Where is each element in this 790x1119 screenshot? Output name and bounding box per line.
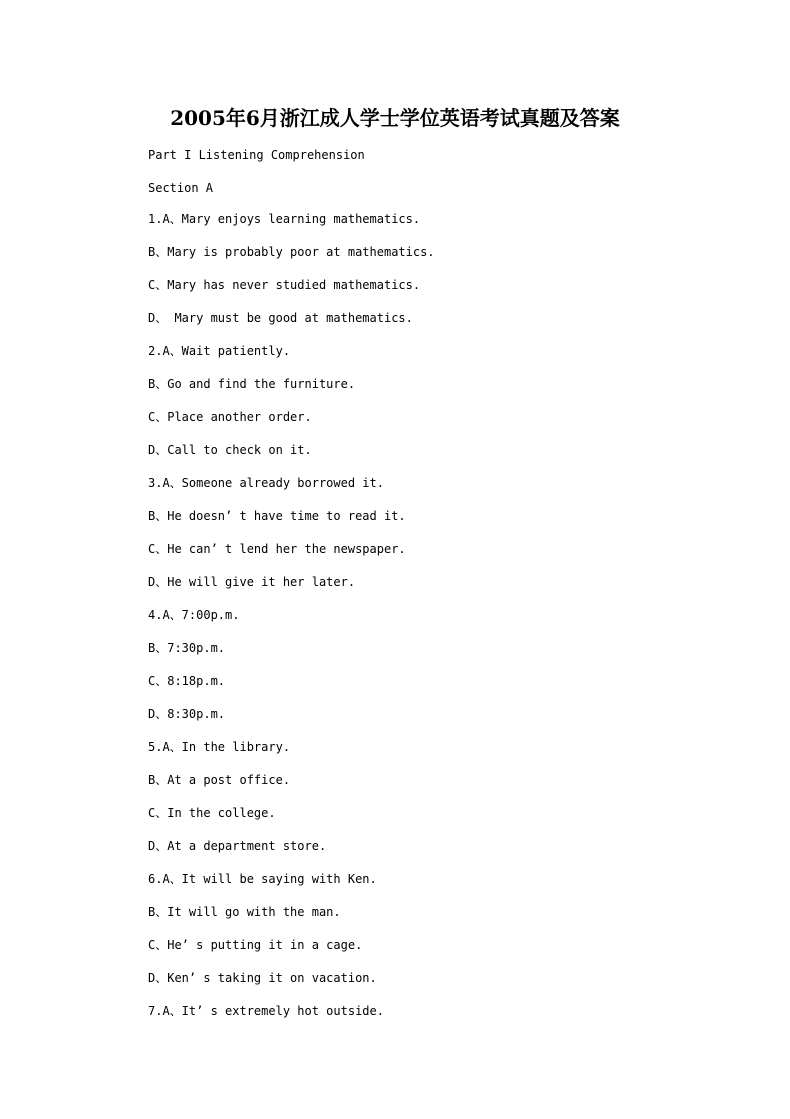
question-2-option-a: 2.A、Wait patiently. (148, 344, 291, 358)
question-3-option-c: C、He can’ t lend her the newspaper. (148, 542, 406, 556)
section-heading: Section A (148, 181, 214, 195)
question-2-option-b: B、Go and find the furniture. (148, 377, 356, 391)
question-3-option-d: D、He will give it her later. (148, 575, 356, 589)
question-5-option-b: B、At a post office. (148, 773, 291, 787)
question-5-option-c: C、In the college. (148, 806, 276, 820)
question-4-option-b: B、7:30p.m. (148, 641, 226, 655)
question-6-option-c: C、He’ s putting it in a cage. (148, 938, 363, 952)
question-7-option-a: 7.A、It’ s extremely hot outside. (148, 1004, 384, 1018)
question-2-option-d: D、Call to check on it. (148, 443, 312, 457)
question-1-option-c: C、Mary has never studied mathematics. (148, 278, 421, 292)
question-1-option-d: D、 Mary must be good at mathematics. (148, 311, 413, 325)
question-1-option-b: B、Mary is probably poor at mathematics. (148, 245, 435, 259)
document-title: 2005年6月浙江成人学士学位英语考试真题及答案 (170, 106, 620, 130)
question-3-option-b: B、He doesn’ t have time to read it. (148, 509, 406, 523)
part-heading: Part I Listening Comprehension (148, 148, 365, 162)
question-4-option-a: 4.A、7:00p.m. (148, 608, 240, 622)
question-2-option-c: C、Place another order. (148, 410, 312, 424)
question-4-option-c: C、8:18p.m. (148, 674, 226, 688)
question-5-option-a: 5.A、In the library. (148, 740, 291, 754)
question-4-option-d: D、8:30p.m. (148, 707, 226, 721)
question-6-option-b: B、It will go with the man. (148, 905, 341, 919)
question-3-option-a: 3.A、Someone already borrowed it. (148, 476, 384, 490)
question-6-option-a: 6.A、It will be saying with Ken. (148, 872, 377, 886)
question-6-option-d: D、Ken’ s taking it on vacation. (148, 971, 377, 985)
question-1-option-a: 1.A、Mary enjoys learning mathematics. (148, 212, 421, 226)
question-5-option-d: D、At a department store. (148, 839, 327, 853)
